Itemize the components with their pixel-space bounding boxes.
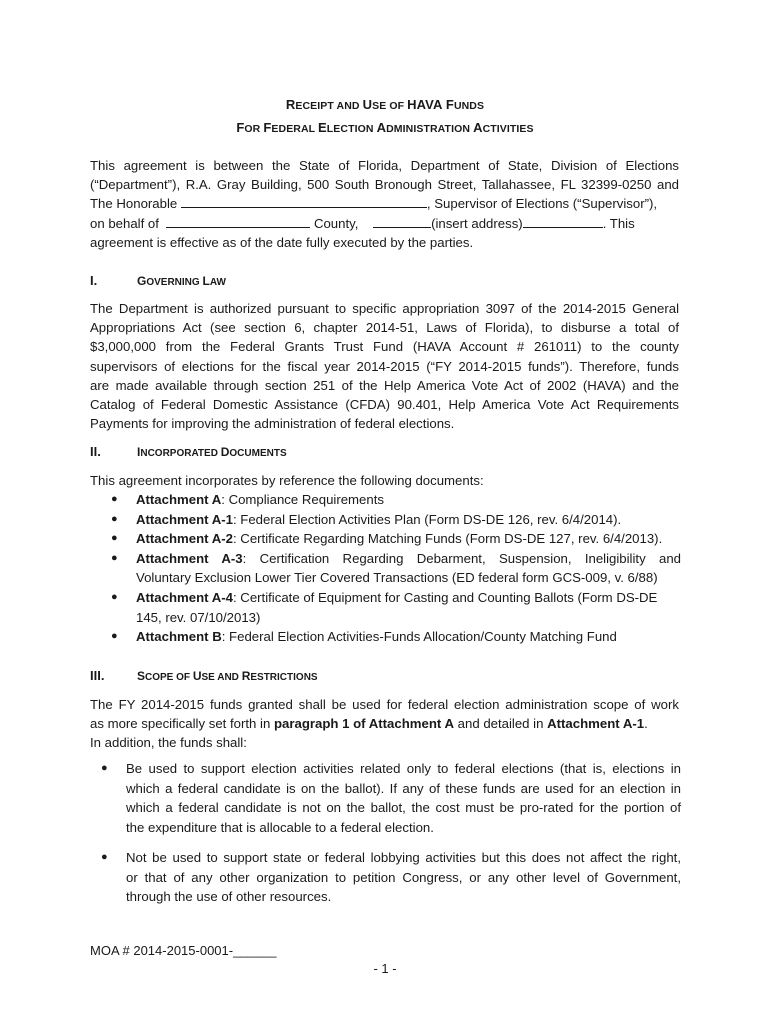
attachments-list <box>111 490 681 647</box>
list-item: ● Attachment A-3: Certification Regarding Debarment, Suspension, Ineligibility and Voluntary Exclusion Lower Tier Covered Transactions (ED federal form GCS-009, v. 6/88) <box>111 550 681 586</box>
paragraph-line: This agreement incorporates by reference the following documents: <box>90 473 484 488</box>
section-heading-scope-of-use: III. SCOPE OF USE AND RESTRICTIONS <box>90 668 318 683</box>
intro-line: This agreement is between the State of Florida, Department of State, Division of Elections <box>90 158 679 173</box>
bullet-icon: ● <box>111 493 118 505</box>
paragraph-line: In addition, the funds shall: <box>90 735 247 751</box>
list-item: ● Attachment B: Federal Election Activities-Funds Allocation/County Matching Fund <box>111 627 681 647</box>
address-blank-2[interactable] <box>523 215 603 228</box>
paragraph-line: The FY 2014-2015 funds granted shall be used for federal election administration scope of work <box>90 697 679 712</box>
paragraph-line: are made available through section 251 of the Help America Vote Act of 2002 (HAVA) and the <box>90 377 679 393</box>
list-item: ● Attachment A-2: Certificate Regarding Matching Funds (Form DS-DE 127, rev. 6/4/2013). <box>111 529 681 549</box>
paragraph-line: $3,000,000 from the Federal Grants Trust Fund (HAVA Account # 261011) to the county <box>90 339 679 355</box>
list-item: ● Be used to support election activities related only to federal elections (that is, elections in which a federal candidate is on the ballot). If any of these funds are used for an election in which a federal candidate is not on the ballot, the cost must be pro-rated for the portion of the expenditure that is allocable to a federal election. <box>101 761 681 835</box>
address-blank-1[interactable] <box>373 215 431 228</box>
section-heading-governing-law: I. GOVERNING LAW <box>90 273 226 288</box>
scope-paragraph <box>90 695 679 753</box>
governing-law-paragraph <box>90 299 679 433</box>
intro-line-behalf: on behalf of County, (insert address) . This <box>90 215 635 231</box>
bullet-icon: ● <box>111 551 118 564</box>
paragraph-line: as more specifically set forth in paragraph 1 of Attachment A and detailed in Attachment A-1. <box>90 716 648 732</box>
paragraph-line: The Department is authorized pursuant to specific appropriation 3097 of the 2014-2015 General <box>90 301 679 316</box>
restrictions-list <box>101 759 681 837</box>
moa-number: MOA # 2014-2015-0001-______ <box>90 943 277 958</box>
list-item: ● Attachment A: Compliance Requirements <box>111 490 681 510</box>
page-number: - 1 - <box>373 961 397 976</box>
bullet-icon: ● <box>111 590 118 603</box>
bullet-icon: ● <box>111 532 118 545</box>
list-item: ● Not be used to support state or federal lobbying activities but this does not affect the right, or that of any other organization to petition Congress, or any other level of Government, through the use of other resources. <box>101 850 681 905</box>
incorporated-documents-intro <box>90 471 679 490</box>
document-title-line-1: RECEIPT AND USE OF HAVA FUNDS <box>285 97 485 112</box>
paragraph-line: supervisors of elections for the fiscal year 2014-2015 (“FY 2014-2015 funds”). Therefore, funds <box>90 358 679 374</box>
intro-line: (“Department”), R.A. Gray Building, 500 South Bronough Street, Tallahassee, FL 32399-0250 and <box>90 177 679 193</box>
paragraph-line: Catalog of Federal Domestic Assistance (CFDA) 90.401, Help America Vote Act Requirements <box>90 397 679 413</box>
supervisor-name-blank[interactable] <box>181 195 427 208</box>
section-heading-incorporated-documents: II. INCORPORATED DOCUMENTS <box>90 444 287 459</box>
bullet-icon: ● <box>111 630 118 643</box>
intro-line-honorable: The Honorable , Supervisor of Elections (“Supervisor”), <box>90 196 658 212</box>
restrictions-list-2 <box>101 848 681 907</box>
bullet-icon: ● <box>111 512 118 525</box>
document-title-line-2: FOR FEDERAL ELECTION ADMINISTRATION ACTIVITIES <box>236 120 534 135</box>
intro-line: agreement is effective as of the date fully executed by the parties. <box>90 234 474 250</box>
paragraph-line: Payments for improving the administration of federal elections. <box>90 416 455 432</box>
intro-paragraph <box>90 156 679 252</box>
bullet-icon: ● <box>101 762 108 774</box>
county-name-blank[interactable] <box>166 215 310 228</box>
list-item: ● Attachment A-1: Federal Election Activities Plan (Form DS-DE 126, rev. 6/4/2014). <box>111 510 681 530</box>
bullet-icon: ● <box>101 851 108 863</box>
paragraph-line: Appropriations Act (see section 6, chapter 2014-51, Laws of Florida), to disburse a total of <box>90 320 679 336</box>
list-item: ● Attachment A-4: Certificate of Equipment for Casting and Counting Ballots (Form DS-DE 145, rev. 07/10/2013) <box>111 589 658 625</box>
